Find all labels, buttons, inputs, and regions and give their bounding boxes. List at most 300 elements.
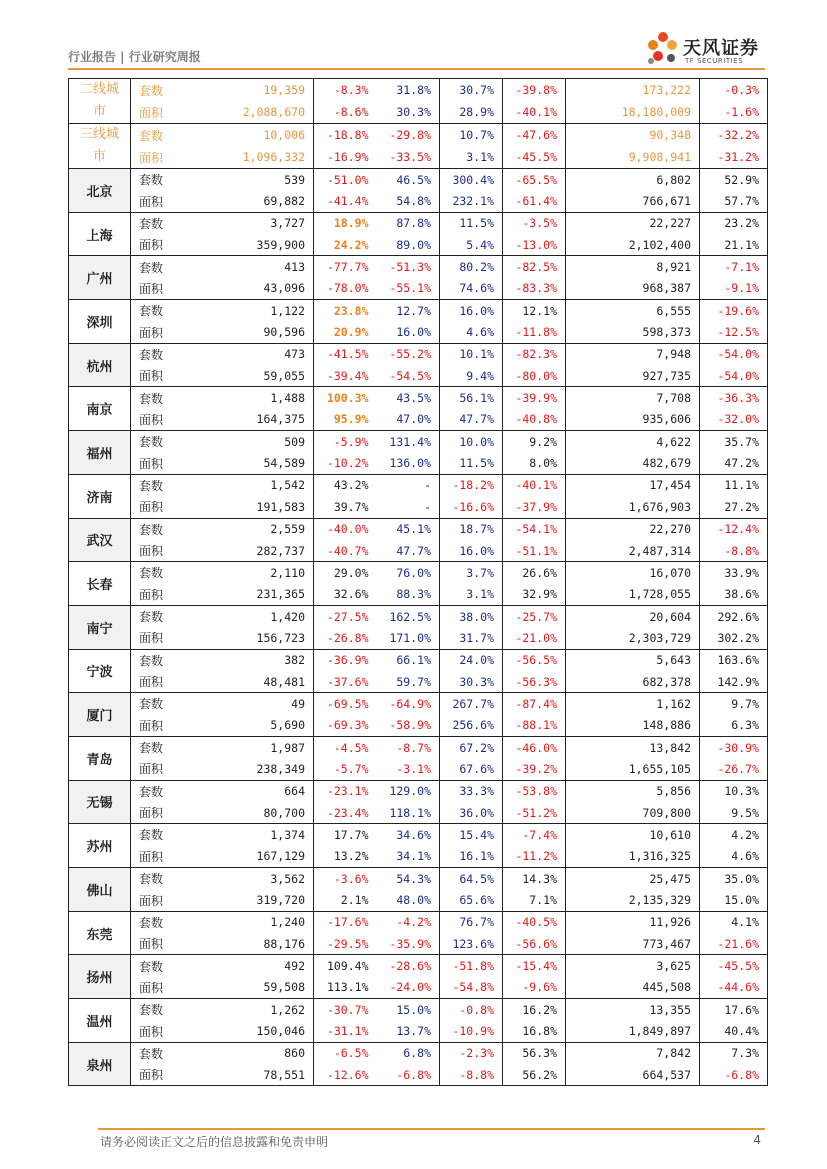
- table-cell: -77.7%: [314, 256, 377, 278]
- table-cell: -32.0%: [700, 409, 768, 431]
- table-cell: -47.6%: [503, 124, 566, 147]
- table-cell: 7,842: [566, 1042, 700, 1064]
- report-header: 行业报告 | 行业研究周报: [68, 50, 201, 64]
- city-name: 长春: [69, 562, 131, 606]
- table-cell: -8.8%: [700, 540, 768, 562]
- metric-type: 套数: [131, 824, 191, 846]
- table-cell: 129.0%: [377, 780, 440, 802]
- table-cell: 156,723: [191, 627, 314, 649]
- table-cell: -41.5%: [314, 343, 377, 365]
- table-cell: -58.9%: [377, 715, 440, 737]
- table-row: [69, 693, 768, 715]
- table-cell: 927,735: [566, 365, 700, 387]
- table-cell: 67.2%: [440, 736, 503, 758]
- table-cell: -12.4%: [700, 518, 768, 540]
- table-cell: 29.0%: [314, 562, 377, 584]
- table-cell: 65.6%: [440, 889, 503, 911]
- table-cell: 9.7%: [700, 693, 768, 715]
- table-cell: 88,176: [191, 933, 314, 955]
- table-row: [69, 671, 768, 693]
- table-cell: 10,610: [566, 824, 700, 846]
- table-cell: 3.7%: [440, 562, 503, 584]
- table-cell: -4.5%: [314, 736, 377, 758]
- table-cell: -16.9%: [314, 146, 377, 169]
- table-cell: 7,708: [566, 387, 700, 409]
- table-cell: -7.1%: [700, 256, 768, 278]
- table-cell: 162.5%: [377, 605, 440, 627]
- table-cell: -: [377, 474, 440, 496]
- table-cell: 43,096: [191, 278, 314, 300]
- table-cell: 38.6%: [700, 584, 768, 606]
- table-cell: -26.8%: [314, 627, 377, 649]
- table-cell: 13,355: [566, 999, 700, 1021]
- table-cell: -65.5%: [503, 169, 566, 191]
- table-cell: 80,700: [191, 802, 314, 824]
- city-name: 三线城市: [69, 124, 131, 169]
- table-cell: 47.0%: [377, 409, 440, 431]
- table-cell: 18,180,009: [566, 101, 700, 124]
- table-cell: -36.3%: [700, 387, 768, 409]
- table-cell: 2,135,329: [566, 889, 700, 911]
- city-name: 温州: [69, 999, 131, 1043]
- table-cell: -64.9%: [377, 693, 440, 715]
- table-cell: 87.8%: [377, 212, 440, 234]
- table-cell: -88.1%: [503, 715, 566, 737]
- table-row: [69, 955, 768, 977]
- city-name: 宁波: [69, 649, 131, 693]
- table-cell: -18.8%: [314, 124, 377, 147]
- metric-type: 面积: [131, 452, 191, 474]
- table-row: [69, 780, 768, 802]
- table-row: [69, 802, 768, 824]
- table-cell: 509: [191, 431, 314, 453]
- table-row: [69, 846, 768, 868]
- table-cell: 1,655,105: [566, 758, 700, 780]
- table-cell: 2,303,729: [566, 627, 700, 649]
- table-row: [69, 321, 768, 343]
- table-cell: 5,690: [191, 715, 314, 737]
- table-cell: 90,348: [566, 124, 700, 147]
- city-name: 无锡: [69, 780, 131, 824]
- table-cell: 59,055: [191, 365, 314, 387]
- table-cell: 13,842: [566, 736, 700, 758]
- table-cell: 766,671: [566, 190, 700, 212]
- table-row: [69, 977, 768, 999]
- table-cell: 22,270: [566, 518, 700, 540]
- table-cell: 32.9%: [503, 584, 566, 606]
- table-cell: -56.5%: [503, 649, 566, 671]
- table-cell: 1,987: [191, 736, 314, 758]
- table-cell: -82.3%: [503, 343, 566, 365]
- table-cell: 36.0%: [440, 802, 503, 824]
- table-cell: 1,488: [191, 387, 314, 409]
- table-cell: 32.6%: [314, 584, 377, 606]
- table-cell: 6,802: [566, 169, 700, 191]
- table-cell: 935,606: [566, 409, 700, 431]
- metric-type: 套数: [131, 431, 191, 453]
- table-cell: -54.0%: [700, 365, 768, 387]
- table-cell: 80.2%: [440, 256, 503, 278]
- table-cell: 1,420: [191, 605, 314, 627]
- table-row: [69, 387, 768, 409]
- table-cell: 2,088,670: [191, 101, 314, 124]
- metric-type: 套数: [131, 868, 191, 890]
- table-cell: -40.1%: [503, 474, 566, 496]
- table-row: [69, 518, 768, 540]
- metric-type: 套数: [131, 605, 191, 627]
- table-cell: 8,921: [566, 256, 700, 278]
- table-cell: 445,508: [566, 977, 700, 999]
- table-cell: 2.1%: [314, 889, 377, 911]
- table-cell: 13.2%: [314, 846, 377, 868]
- table-cell: 123.6%: [440, 933, 503, 955]
- table-cell: -3.1%: [377, 758, 440, 780]
- table-cell: 43.2%: [314, 474, 377, 496]
- table-cell: 15.4%: [440, 824, 503, 846]
- table-cell: 10.0%: [440, 431, 503, 453]
- table-cell: 28.9%: [440, 101, 503, 124]
- table-cell: 2,110: [191, 562, 314, 584]
- table-cell: 47.7%: [377, 540, 440, 562]
- table-cell: 359,900: [191, 234, 314, 256]
- table-cell: -41.4%: [314, 190, 377, 212]
- table-cell: 148,886: [566, 715, 700, 737]
- table-cell: -16.6%: [440, 496, 503, 518]
- table-cell: -8.6%: [314, 101, 377, 124]
- table-cell: 11.5%: [440, 212, 503, 234]
- table-cell: -6.5%: [314, 1042, 377, 1064]
- table-cell: 76.0%: [377, 562, 440, 584]
- table-cell: 39.7%: [314, 496, 377, 518]
- metric-type: 套数: [131, 79, 191, 102]
- metric-type: 面积: [131, 758, 191, 780]
- table-cell: -24.0%: [377, 977, 440, 999]
- table-cell: 20,604: [566, 605, 700, 627]
- table-cell: 23.2%: [700, 212, 768, 234]
- table-cell: 256.6%: [440, 715, 503, 737]
- table-cell: -40.5%: [503, 911, 566, 933]
- table-cell: 598,373: [566, 321, 700, 343]
- table-cell: 45.1%: [377, 518, 440, 540]
- table-cell: 22,227: [566, 212, 700, 234]
- table-cell: 136.0%: [377, 452, 440, 474]
- company-logo: [645, 28, 765, 68]
- table-cell: 76.7%: [440, 911, 503, 933]
- metric-type: 面积: [131, 321, 191, 343]
- table-cell: -29.8%: [377, 124, 440, 147]
- table-cell: 238,349: [191, 758, 314, 780]
- table-cell: 664: [191, 780, 314, 802]
- table-cell: 54.3%: [377, 868, 440, 890]
- city-name: 扬州: [69, 955, 131, 999]
- table-cell: 413: [191, 256, 314, 278]
- metric-type: 套数: [131, 300, 191, 322]
- table-cell: 88.3%: [377, 584, 440, 606]
- table-cell: 3,625: [566, 955, 700, 977]
- city-name: 福州: [69, 431, 131, 475]
- city-name: 二线城市: [69, 79, 131, 124]
- metric-type: 面积: [131, 1064, 191, 1086]
- table-cell: -27.5%: [314, 605, 377, 627]
- table-cell: -3.6%: [314, 868, 377, 890]
- table-cell: 1,262: [191, 999, 314, 1021]
- table-row: [69, 889, 768, 911]
- table-cell: 25,475: [566, 868, 700, 890]
- table-cell: 7.3%: [700, 1042, 768, 1064]
- table-cell: 15.0%: [377, 999, 440, 1021]
- table-cell: 48.0%: [377, 889, 440, 911]
- table-row: [69, 365, 768, 387]
- table-cell: 5,856: [566, 780, 700, 802]
- table-cell: 150,046: [191, 1020, 314, 1042]
- table-cell: 664,537: [566, 1064, 700, 1086]
- table-cell: 4.2%: [700, 824, 768, 846]
- table-cell: 56.2%: [503, 1064, 566, 1086]
- table-row: [69, 79, 768, 102]
- table-row: [69, 278, 768, 300]
- table-cell: 6.8%: [377, 1042, 440, 1064]
- table-cell: 3.1%: [440, 146, 503, 169]
- table-cell: 74.6%: [440, 278, 503, 300]
- table-cell: 89.0%: [377, 234, 440, 256]
- metric-type: 面积: [131, 715, 191, 737]
- table-cell: -21.6%: [700, 933, 768, 955]
- table-cell: 473: [191, 343, 314, 365]
- metric-type: 面积: [131, 802, 191, 824]
- table-cell: -87.4%: [503, 693, 566, 715]
- table-cell: 49: [191, 693, 314, 715]
- metric-type: 面积: [131, 846, 191, 868]
- table-cell: -0.3%: [700, 79, 768, 102]
- table-cell: -53.8%: [503, 780, 566, 802]
- table-cell: 16.8%: [503, 1020, 566, 1042]
- table-cell: 382: [191, 649, 314, 671]
- table-cell: 10.1%: [440, 343, 503, 365]
- table-cell: 171.0%: [377, 627, 440, 649]
- metric-type: 面积: [131, 889, 191, 911]
- metric-type: 套数: [131, 1042, 191, 1064]
- table-cell: 282,737: [191, 540, 314, 562]
- table-cell: -46.0%: [503, 736, 566, 758]
- table-cell: -82.5%: [503, 256, 566, 278]
- table-cell: -51.8%: [440, 955, 503, 977]
- table-cell: 5,643: [566, 649, 700, 671]
- table-row: [69, 474, 768, 496]
- metric-type: 面积: [131, 671, 191, 693]
- city-name: 北京: [69, 169, 131, 213]
- table-cell: 164,375: [191, 409, 314, 431]
- table-row: [69, 101, 768, 124]
- table-cell: -15.4%: [503, 955, 566, 977]
- table-cell: 3,727: [191, 212, 314, 234]
- metric-type: 套数: [131, 562, 191, 584]
- table-cell: 16.0%: [377, 321, 440, 343]
- table-cell: 682,378: [566, 671, 700, 693]
- table-row: [69, 190, 768, 212]
- table-cell: -0.8%: [440, 999, 503, 1021]
- city-name: 杭州: [69, 343, 131, 387]
- table-cell: 30.7%: [440, 79, 503, 102]
- table-cell: 10,006: [191, 124, 314, 147]
- table-cell: 9.4%: [440, 365, 503, 387]
- table-cell: 11.5%: [440, 452, 503, 474]
- table-cell: 38.0%: [440, 605, 503, 627]
- table-cell: 773,467: [566, 933, 700, 955]
- table-cell: 78,551: [191, 1064, 314, 1086]
- table-row: [69, 146, 768, 169]
- table-cell: 14.3%: [503, 868, 566, 890]
- table-cell: 1,728,055: [566, 584, 700, 606]
- table-cell: -7.4%: [503, 824, 566, 846]
- table-cell: -29.5%: [314, 933, 377, 955]
- table-cell: 10.7%: [440, 124, 503, 147]
- metric-type: 套数: [131, 955, 191, 977]
- table-cell: 30.3%: [440, 671, 503, 693]
- table-cell: 17.6%: [700, 999, 768, 1021]
- table-row: [69, 300, 768, 322]
- table-cell: -25.7%: [503, 605, 566, 627]
- table-cell: 267.7%: [440, 693, 503, 715]
- table-cell: 167,129: [191, 846, 314, 868]
- metric-type: 套数: [131, 474, 191, 496]
- table-row: [69, 409, 768, 431]
- table-row: [69, 736, 768, 758]
- table-cell: 1,122: [191, 300, 314, 322]
- table-row: [69, 715, 768, 737]
- table-cell: 16.0%: [440, 540, 503, 562]
- table-cell: 34.6%: [377, 824, 440, 846]
- table-cell: 54,589: [191, 452, 314, 474]
- table-cell: -26.7%: [700, 758, 768, 780]
- table-cell: -10.2%: [314, 452, 377, 474]
- table-cell: 69,882: [191, 190, 314, 212]
- metric-type: 套数: [131, 518, 191, 540]
- city-name: 武汉: [69, 518, 131, 562]
- table-cell: -18.2%: [440, 474, 503, 496]
- table-row: [69, 605, 768, 627]
- table-cell: -55.2%: [377, 343, 440, 365]
- table-cell: 109.4%: [314, 955, 377, 977]
- metric-type: 套数: [131, 649, 191, 671]
- city-name: 济南: [69, 474, 131, 518]
- table-row: [69, 540, 768, 562]
- table-cell: 1,240: [191, 911, 314, 933]
- table-cell: -5.9%: [314, 431, 377, 453]
- table-cell: 16.0%: [440, 300, 503, 322]
- table-cell: 4.1%: [700, 911, 768, 933]
- metric-type: 面积: [131, 409, 191, 431]
- metric-type: 面积: [131, 1020, 191, 1042]
- table-cell: -17.6%: [314, 911, 377, 933]
- table-cell: 64.5%: [440, 868, 503, 890]
- logo-mark-icon: [645, 28, 681, 68]
- table-row: [69, 496, 768, 518]
- table-cell: 100.3%: [314, 387, 377, 409]
- table-cell: -21.0%: [503, 627, 566, 649]
- table-cell: 20.9%: [314, 321, 377, 343]
- table-cell: -39.2%: [503, 758, 566, 780]
- metric-type: 面积: [131, 540, 191, 562]
- city-name: 泉州: [69, 1042, 131, 1086]
- table-cell: 16.1%: [440, 846, 503, 868]
- table-cell: -13.0%: [503, 234, 566, 256]
- table-cell: 30.3%: [377, 101, 440, 124]
- table-cell: 2,559: [191, 518, 314, 540]
- table-cell: -40.0%: [314, 518, 377, 540]
- table-cell: 131.4%: [377, 431, 440, 453]
- table-cell: 860: [191, 1042, 314, 1064]
- table-cell: 11.1%: [700, 474, 768, 496]
- table-cell: -54.0%: [700, 343, 768, 365]
- table-row: [69, 758, 768, 780]
- metric-type: 套数: [131, 124, 191, 147]
- table-cell: -56.6%: [503, 933, 566, 955]
- table-cell: -19.6%: [700, 300, 768, 322]
- table-cell: -35.9%: [377, 933, 440, 955]
- table-row: [69, 584, 768, 606]
- table-cell: 7,948: [566, 343, 700, 365]
- table-cell: 56.1%: [440, 387, 503, 409]
- table-cell: -9.6%: [503, 977, 566, 999]
- city-name: 青岛: [69, 736, 131, 780]
- table-cell: -39.8%: [503, 79, 566, 102]
- metric-type: 面积: [131, 365, 191, 387]
- table-cell: -2.3%: [440, 1042, 503, 1064]
- table-cell: 9.2%: [503, 431, 566, 453]
- table-cell: 52.9%: [700, 169, 768, 191]
- table-row: [69, 212, 768, 234]
- table-cell: 54.8%: [377, 190, 440, 212]
- table-cell: -30.9%: [700, 736, 768, 758]
- table-cell: -11.2%: [503, 846, 566, 868]
- table-cell: 33.3%: [440, 780, 503, 802]
- table-cell: 35.7%: [700, 431, 768, 453]
- table-cell: 3,562: [191, 868, 314, 890]
- table-row: [69, 452, 768, 474]
- table-cell: 9.5%: [700, 802, 768, 824]
- table-cell: 66.1%: [377, 649, 440, 671]
- table-cell: -1.6%: [700, 101, 768, 124]
- city-name: 南宁: [69, 605, 131, 649]
- table-cell: 18.7%: [440, 518, 503, 540]
- table-cell: 4,622: [566, 431, 700, 453]
- table-cell: 1,316,325: [566, 846, 700, 868]
- table-cell: 31.8%: [377, 79, 440, 102]
- table-cell: -39.9%: [503, 387, 566, 409]
- table-cell: -56.3%: [503, 671, 566, 693]
- table-cell: 33.9%: [700, 562, 768, 584]
- table-row: [69, 911, 768, 933]
- table-cell: 492: [191, 955, 314, 977]
- metric-type: 套数: [131, 780, 191, 802]
- table-row: [69, 1042, 768, 1064]
- metric-type: 面积: [131, 496, 191, 518]
- table-cell: -45.5%: [503, 146, 566, 169]
- table-cell: -40.7%: [314, 540, 377, 562]
- table-row: [69, 562, 768, 584]
- table-cell: -12.5%: [700, 321, 768, 343]
- table-cell: 709,800: [566, 802, 700, 824]
- table-cell: -69.5%: [314, 693, 377, 715]
- table-cell: 23.8%: [314, 300, 377, 322]
- table-cell: 6.3%: [700, 715, 768, 737]
- table-cell: 10.3%: [700, 780, 768, 802]
- logo-name: 天风证券: [683, 38, 759, 59]
- table-cell: -51.0%: [314, 169, 377, 191]
- table-cell: 4.6%: [700, 846, 768, 868]
- table-cell: 3.1%: [440, 584, 503, 606]
- table-cell: 4.6%: [440, 321, 503, 343]
